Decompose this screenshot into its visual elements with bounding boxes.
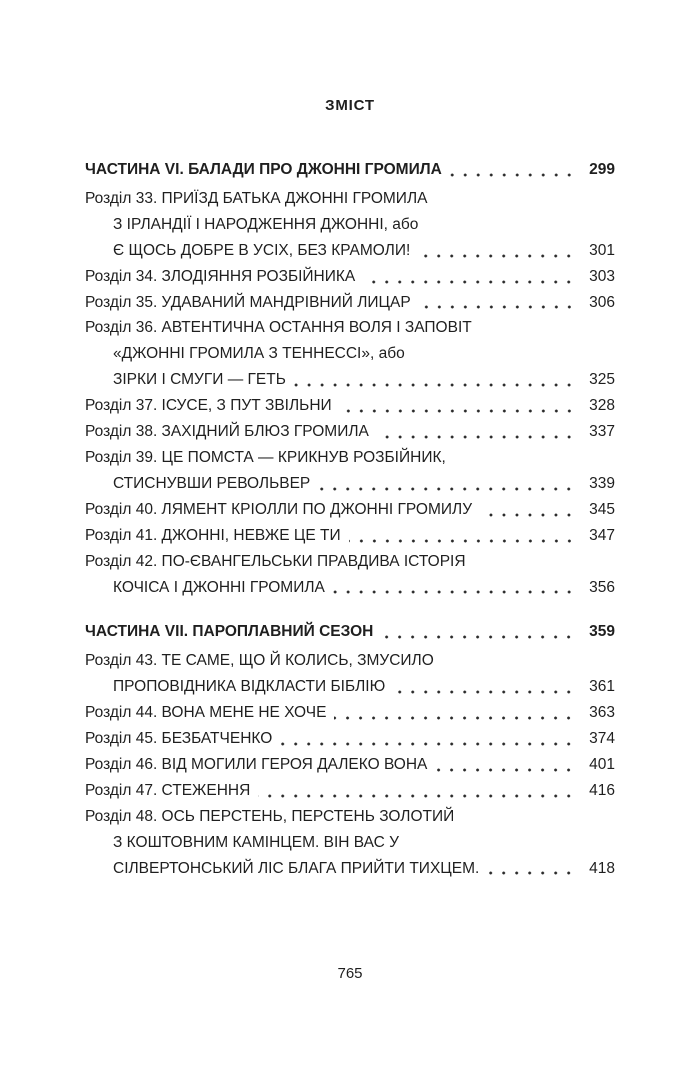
toc-entry-page-number: 345 — [589, 500, 615, 518]
toc-entry-line — [85, 471, 615, 497]
toc-entry-line — [85, 238, 615, 264]
toc-entry-text: Розділ 37. ІСУСЕ, З ПУТ ЗВІЛЬНИ — [85, 397, 332, 415]
toc-entry-page-number: 363 — [589, 704, 615, 722]
toc-part-entry — [85, 619, 615, 645]
toc-entry-text: Розділ 35. УДАВАНИЙ МАНДРІВНИЙ ЛИЦАР — [85, 293, 411, 311]
dot-leader — [258, 794, 580, 798]
toc-entry-line — [85, 619, 615, 645]
toc-entry-line — [85, 186, 615, 212]
dot-leader — [435, 768, 580, 772]
dot-leader — [418, 254, 580, 258]
toc-entry-page-number: 374 — [589, 730, 615, 748]
toc-entry-line — [85, 523, 615, 549]
toc-entry-text: КОЧІСА І ДЖОННІ ГРОМИЛА — [113, 578, 325, 596]
toc-chapter-entry — [85, 497, 615, 523]
toc-entry-page-number: 339 — [589, 474, 615, 492]
toc-entry-page-number: 303 — [589, 267, 615, 285]
toc-entry-page-number: 328 — [589, 397, 615, 415]
dot-leader — [340, 409, 580, 413]
toc-chapter-entry — [85, 315, 615, 393]
dot-leader — [381, 635, 580, 639]
toc-entry-page-number: 401 — [589, 755, 615, 773]
toc-entry-page-number: 359 — [589, 623, 615, 641]
toc-entry-line — [85, 419, 615, 445]
toc-entry-line — [85, 778, 615, 804]
toc-entry-line — [85, 830, 615, 856]
toc-chapter-entry — [85, 778, 615, 804]
toc-entry-text: Розділ 45. БЕЗБАТЧЕНКО — [85, 730, 273, 748]
toc-entry-line — [85, 804, 615, 830]
toc-entry-text: Розділ 38. ЗАХІДНИЙ БЛЮЗ ГРОМИЛА — [85, 423, 369, 441]
toc-chapter-entry — [85, 804, 615, 882]
toc-entry-text: Розділ 43. ТЕ САМЕ, ЩО Й КОЛИСЬ, ЗМУСИЛО — [85, 652, 434, 670]
dot-leader — [487, 871, 580, 875]
toc-chapter-entry — [85, 186, 615, 264]
toc-entry-line — [85, 575, 615, 601]
toc-entry-line — [85, 264, 615, 290]
footer-page-number: 765 — [337, 965, 363, 982]
toc-entry-line — [85, 445, 615, 471]
toc-entry-line — [85, 674, 615, 700]
toc-chapter-entry — [85, 419, 615, 445]
toc-entry-line — [85, 393, 615, 419]
toc-entry-line — [85, 497, 615, 523]
dot-leader — [333, 590, 580, 594]
toc-chapter-entry — [85, 726, 615, 752]
toc-entry-text: Розділ 39. ЦЕ ПОМСТА — КРИКНУВ РОЗБІЙНИК, — [85, 448, 446, 466]
toc-entry-text: ЧАСТИНА VI. БАЛАДИ ПРО ДЖОННІ ГРОМИЛА — [85, 161, 442, 178]
toc-chapter-entry — [85, 648, 615, 700]
toc-entry-line — [85, 856, 615, 882]
toc-chapter-entry — [85, 445, 615, 497]
toc-entry-page-number: 361 — [589, 678, 615, 696]
toc-entry-text: «ДЖОННІ ГРОМИЛА З ТЕННЕССІ», або — [113, 345, 405, 363]
toc-entry-line — [85, 367, 615, 393]
dot-leader — [419, 305, 580, 309]
toc-entry-text: Розділ 48. ОСЬ ПЕРСТЕНЬ, ПЕРСТЕНЬ ЗОЛОТИЙ — [85, 807, 455, 825]
toc-entry-text: З КОШТОВНИМ КАМІНЦЕМ. ВІН ВАС У — [113, 833, 399, 851]
toc-entry-line — [85, 726, 615, 752]
toc-entry-text: СТИСНУВШИ РЕВОЛЬВЕР — [113, 474, 311, 492]
toc-entry-page-number: 306 — [589, 293, 615, 311]
toc-entry-line — [85, 212, 615, 238]
toc-chapter-entry — [85, 290, 615, 316]
toc-entry-page-number: 418 — [589, 859, 615, 877]
toc-chapter-entry — [85, 523, 615, 549]
toc-entry-page-number: 356 — [589, 578, 615, 596]
toc-entry-text: Розділ 46. ВІД МОГИЛИ ГЕРОЯ ДАЛЕКО ВОНА — [85, 755, 428, 773]
dot-leader — [349, 539, 580, 543]
dot-leader — [393, 690, 580, 694]
toc-entry-text: Розділ 44. ВОНА МЕНЕ НЕ ХОЧЕ — [85, 704, 327, 722]
toc-entry-page-number: 325 — [589, 371, 615, 389]
toc-entry-text: Розділ 41. ДЖОННІ, НЕВЖЕ ЦЕ ТИ — [85, 526, 341, 544]
toc-chapter-entry — [85, 752, 615, 778]
dot-leader — [334, 716, 580, 720]
page-title: ЗМІСТ — [325, 97, 375, 114]
toc-entry-page-number: 347 — [589, 526, 615, 544]
toc-entries — [85, 157, 615, 881]
toc-entry-text: Розділ 36. АВТЕНТИЧНА ОСТАННЯ ВОЛЯ І ЗАПОВІТ — [85, 319, 472, 337]
dot-leader — [450, 173, 580, 177]
toc-entry-line — [85, 341, 615, 367]
toc-entry-text: Розділ 33. ПРИЇЗД БАТЬКА ДЖОННІ ГРОМИЛА — [85, 189, 428, 207]
toc-entry-text: СІЛВЕРТОНСЬКИЙ ЛІС БЛАГА ПРИЙТИ ТИХЦЕМ. — [113, 859, 480, 877]
dot-leader — [480, 513, 580, 517]
dot-leader — [294, 383, 580, 387]
toc-entry-text: Розділ 42. ПО-ЄВАНГЕЛЬСЬКИ ПРАВДИВА ІСТОРІЯ — [85, 552, 466, 570]
dot-leader — [377, 435, 580, 439]
toc-entry-page-number: 416 — [589, 781, 615, 799]
toc-entry-line — [85, 157, 615, 183]
toc-entry-text: ПРОПОВІДНИКА ВІДКЛАСТИ БІБЛІЮ — [113, 678, 386, 696]
toc-entry-page-number: 299 — [589, 161, 615, 178]
dot-leader — [363, 280, 580, 284]
toc-entry-text: Розділ 40. ЛЯМЕНТ КРІОЛЛИ ПО ДЖОННІ ГРОМИЛУ — [85, 500, 473, 518]
toc-entry-page-number: 301 — [589, 241, 615, 259]
toc-entry-line — [85, 549, 615, 575]
toc-chapter-entry — [85, 549, 615, 601]
toc-entry-text: Розділ 34. ЗЛОДІЯННЯ РОЗБІЙНИКА — [85, 267, 356, 285]
toc-part-entry — [85, 157, 615, 183]
toc-entry-page-number: 337 — [589, 423, 615, 441]
toc-entry-text: ЗІРКИ І СМУГИ — ГЕТЬ — [113, 371, 286, 389]
toc-entry-line — [85, 752, 615, 778]
toc-entry-line — [85, 290, 615, 316]
toc-entry-line — [85, 700, 615, 726]
toc-chapter-entry — [85, 700, 615, 726]
toc-entry-text: Є ЩОСЬ ДОБРЕ В УСІХ, БЕЗ КРАМОЛИ! — [113, 241, 411, 259]
toc-entry-text: ЧАСТИНА VII. ПАРОПЛАВНИЙ СЕЗОН — [85, 623, 374, 641]
dot-leader — [318, 487, 580, 491]
toc-entry-text: Розділ 47. СТЕЖЕННЯ — [85, 781, 251, 799]
toc-entry-line — [85, 315, 615, 341]
toc-entry-text: З ІРЛАНДІЇ І НАРОДЖЕННЯ ДЖОННІ, або — [113, 215, 419, 233]
toc-chapter-entry — [85, 393, 615, 419]
toc-chapter-entry — [85, 264, 615, 290]
dot-leader — [280, 742, 580, 746]
toc-entry-line — [85, 648, 615, 674]
